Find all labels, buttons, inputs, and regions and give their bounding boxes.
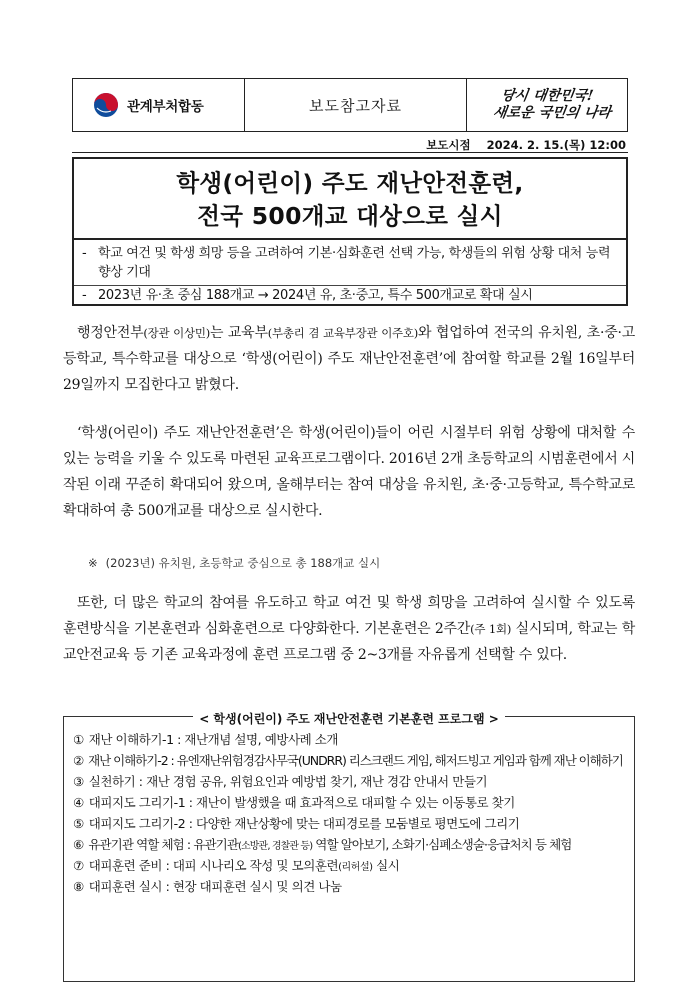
item-text: (소방관, 경찰관 등) [238,841,313,852]
item-number: ③ [73,774,84,789]
text-span: 는 교육부 [209,325,268,341]
list-item [73,752,628,770]
doctype-cell [245,79,467,131]
list-item [73,794,628,812]
note-text: (2023년) 유치원, 초등학교 중심으로 총 188개교 실시 [105,556,381,570]
item-text: 실시 [372,858,400,873]
item-number: ② [73,753,84,768]
item-text: (리허설) [338,862,373,873]
item-number: ⑤ [73,816,84,831]
text-span: 와 협업하여 전국의 유치원, 초·중·고등학교, 특수학교를 대상으로 ‘학생(어린이) 주도 재난안전훈련’에 참여할 학교를 2월 16일부터 29일까지 모집한다고 밝혔다. [63,325,635,393]
page-title-line-2: 전국 500개교 대상으로 실시 [197,202,503,230]
item-text: 역할 알아보기, 소화기·심폐소생술·응급처치 등 체험 [312,837,572,852]
item-text: 실천하기 : 재난 경험 공유, 위험요인과 예방법 찾기, 재난 경감 안내서 만들기 [88,774,488,789]
title-box [72,157,628,240]
agency-cell [73,79,245,131]
list-item [73,878,628,896]
divider [72,152,628,153]
item-number: ⑥ [73,837,84,852]
body-paragraph-3 [63,590,635,668]
dash-bullet: - [82,246,87,261]
text-span: 또한, 더 많은 학교의 참여를 유도하고 학교 여건 및 학생 희망을 고려하여 실시할 수 있도록 훈련방식을 기본훈련과 심화훈련으로 다양화한다. 기본훈련은 2주간 [63,595,635,637]
page-title-line-1: 학생(어린이) 주도 재난안전훈련, [176,169,524,197]
item-text: 대피훈련 준비 : 대피 시나리오 작성 및 모의훈련 [88,858,339,873]
list-item [73,836,628,856]
list-item [73,815,628,833]
program-title [64,708,634,727]
release-datetime: 2024. 2. 15.(목) 12:00 [486,138,626,152]
item-number: ① [73,732,84,747]
text-span: (주 1회) [470,622,512,636]
item-number: ④ [73,795,84,810]
document-type: 보도참고자료 [309,96,402,115]
text-span: (부총리 겸 교육부장관 이주호) [267,326,419,340]
item-text: 유관기관 역할 체험 : 유관기관 [88,837,239,852]
item-text: 재난 이해하기-1 : 재난개념 설명, 예방사례 소개 [88,732,339,747]
release-label: 보도시점 [426,138,471,152]
slogan-line-1: 당시 대한민국! [499,88,595,104]
text-span: 행정안전부 [77,325,144,341]
item-text: 대피훈련 실시 : 현장 대피훈련 실시 및 의견 나눔 [88,879,342,894]
item-text: 재난 이해하기-2 : 유엔재난위험경감사무국(UNDRR) 리스크랜드 게임, 해저드빙고 게임과 함께 재난 이해하기 [88,753,623,768]
note-mark: ※ [88,556,98,570]
subtitle-box [72,240,628,306]
program-title-text: < 학생(어린이) 주도 재난안전훈련 기본훈련 프로그램 > [193,712,505,726]
footnote [88,555,380,571]
taegeuk-emblem-icon [93,92,119,118]
body-paragraph-1 [63,320,635,398]
item-number: ⑦ [73,858,84,873]
item-text: 대피지도 그리기-1 : 재난이 발생했을 때 효과적으로 대피할 수 있는 이동통로 찾기 [88,795,515,810]
header-box [72,78,628,132]
program-box [63,712,635,982]
body-paragraph-2: ‘학생(어린이) 주도 재난안전훈련’은 학생(어린이)들이 어린 시절부터 위험 상황에 대처할 수 있는 능력을 키울 수 있도록 마련된 교육프로그램이다. 2016년 2개 초등학교의 시범훈련에서 시작된 이래 꾸준히 확대되어 왔으며, 올해부터는 참여 대상을 유치원, 초·중·고등학교, 특수학교로 확대하여 총 500개교를 대상으로 실시한다. [63,425,635,519]
subtitle-text: 학교 여건 및 학생 희망 등을 고려하여 기본·심화훈련 선택 가능, 학생들의 위험 상황 대처 능력 향상 기대 [98,246,611,280]
slogan-line-2: 새로운 국민의 나라 [491,105,613,121]
list-item [73,731,628,749]
item-text: 대피지도 그리기-2 : 다양한 재난상황에 맞는 대피경로를 모둠별로 평면도에 그리기 [88,816,520,831]
agency-name: 관계부처합동 [127,99,204,115]
list-item [73,857,628,877]
subtitle-text: 2023년 유·초 중심 188개교 → 2024년 유, 초·중고, 특수 500개교로 확대 실시 [98,288,533,303]
item-number: ⑧ [73,879,84,894]
dash-bullet: - [82,288,87,303]
release-time [426,137,626,153]
text-span: 실시되며, 학교는 학교안전교육 등 기존 교육과정에 훈련 프로그램 중 2~3개를 자유롭게 선택할 수 있다. [63,621,636,663]
slogan-cell [467,79,627,131]
list-item [73,773,628,791]
text-span: (장관 이상민) [143,326,210,340]
